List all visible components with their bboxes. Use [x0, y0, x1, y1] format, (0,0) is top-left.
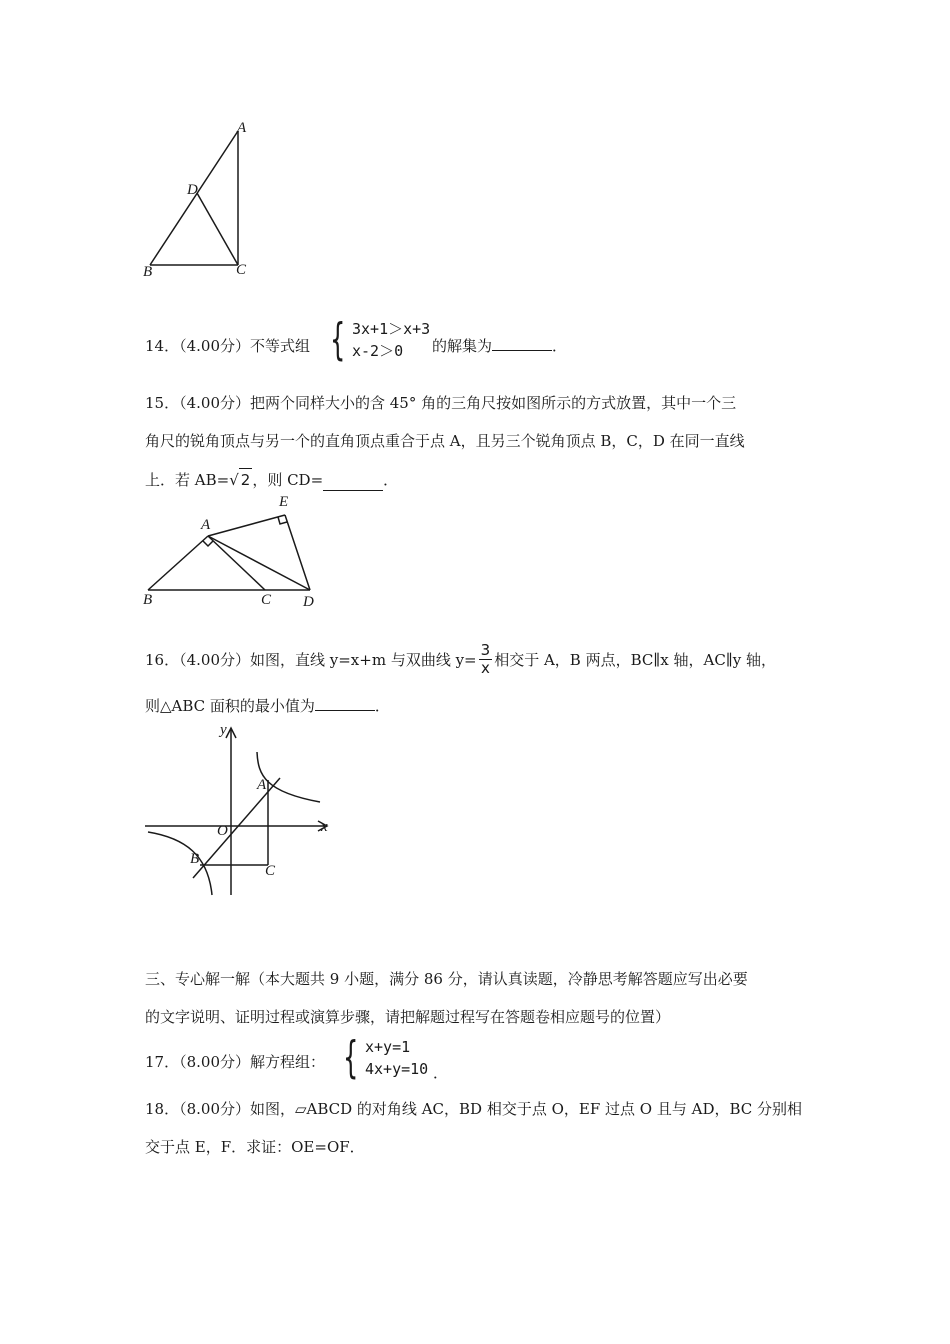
q15-sqrt	[229, 468, 252, 491]
fig13-label-b: B	[143, 264, 153, 280]
q17-line1: x+y=1	[365, 1038, 411, 1056]
fig13-label-d: D	[187, 182, 198, 198]
fig16-label-a: A	[257, 777, 267, 793]
q16-line2-text: 则△ABC 面积的最小值为	[145, 697, 315, 715]
q16-line1-b: 相交于 A，B 两点，BC∥x 轴，AC∥y 轴，	[494, 650, 776, 669]
fig15-label-b: B	[143, 592, 153, 608]
fig15-label-a: A	[201, 517, 211, 533]
q14-suffix: 的解集为	[432, 337, 493, 355]
q14-text	[145, 335, 310, 357]
q16-line2	[145, 695, 390, 717]
fig16-label-o: O	[217, 823, 228, 839]
q16-line1-a: 16．（4.00分）如图，直线 y=x+m 与双曲线 y=	[145, 650, 477, 669]
q17-end: ．	[433, 1064, 449, 1082]
q16-denominator: x	[480, 659, 490, 677]
q15-line3-b: ，则 CD=	[252, 471, 324, 489]
q15-radicand: 2	[239, 468, 253, 491]
q14-line2: x-2＞0	[352, 342, 404, 360]
q15-line2: 角尺的锐角顶点与另一个的直角顶点重合于点 A，且另三个锐角顶点 B，C，D 在同一直线	[145, 432, 745, 450]
figure-triangle-abcd	[130, 115, 270, 285]
q15-line3-a: 上．若 AB=	[145, 471, 230, 489]
q14-line1: 3x+1＞x+3	[352, 320, 431, 338]
q18-line1: 18．（8.00分）如图，▱ABCD 的对角线 AC，BD 相交于点 O，EF 过点 O 且与 AD，BC 分别相	[145, 1100, 803, 1118]
q18-line2: 交于点 E，F．求证：OE=OF．	[145, 1138, 365, 1156]
q16-numerator: 3	[480, 641, 491, 659]
q15-line1: 15．（4.00分）把两个同样大小的含 45° 角的三角尺按如图所示的方式放置，其中一个三	[145, 394, 737, 412]
fig13-label-a: A	[237, 120, 247, 136]
fig16-label-c: C	[265, 863, 276, 879]
fig15-label-e: E	[279, 494, 289, 510]
q14-answer-blank[interactable]	[492, 336, 552, 351]
q14-prefix: 14．（4.00分）不等式组	[145, 337, 310, 355]
figure-hyperbola-line	[140, 720, 340, 905]
q15-answer-blank[interactable]	[323, 476, 383, 491]
q17-line2: 4x+y=10	[365, 1060, 429, 1078]
q17-prefix-row	[145, 1051, 325, 1073]
section3-line2: 的文字说明、证明过程或演算步骤，请把解题过程写在答题卷相应题号的位置）	[145, 1008, 671, 1026]
q16-line1	[145, 642, 776, 677]
fig16-label-x: x	[321, 819, 328, 835]
fig15-label-c: C	[261, 592, 272, 608]
q17-prefix: 17．（8.00分）解方程组：	[145, 1053, 325, 1071]
sqrt-sign-icon: √	[229, 471, 239, 489]
figure-two-set-squares	[140, 495, 330, 605]
q14-end: ．	[552, 337, 568, 355]
q16-end: ．	[374, 697, 390, 715]
q14-inequality-system	[330, 314, 431, 365]
q14-suffix-row	[432, 335, 567, 357]
fig16-label-y: y	[220, 722, 227, 738]
fig15-label-d: D	[303, 594, 314, 610]
q16-fraction	[479, 642, 493, 677]
q17-brace: {	[343, 1032, 359, 1083]
q17-equation-system	[343, 1032, 429, 1083]
q14-brace: {	[330, 314, 346, 365]
q15-line3	[145, 468, 398, 491]
fig16-label-b: B	[190, 851, 200, 867]
fig13-label-c: C	[236, 262, 247, 278]
q16-answer-blank[interactable]	[315, 696, 375, 711]
q15-end: ．	[383, 471, 399, 489]
section3-line1: 三、专心解一解（本大题共 9 小题，满分 86 分，请认真读题，冷静思考解答题应写出必要	[145, 970, 748, 988]
